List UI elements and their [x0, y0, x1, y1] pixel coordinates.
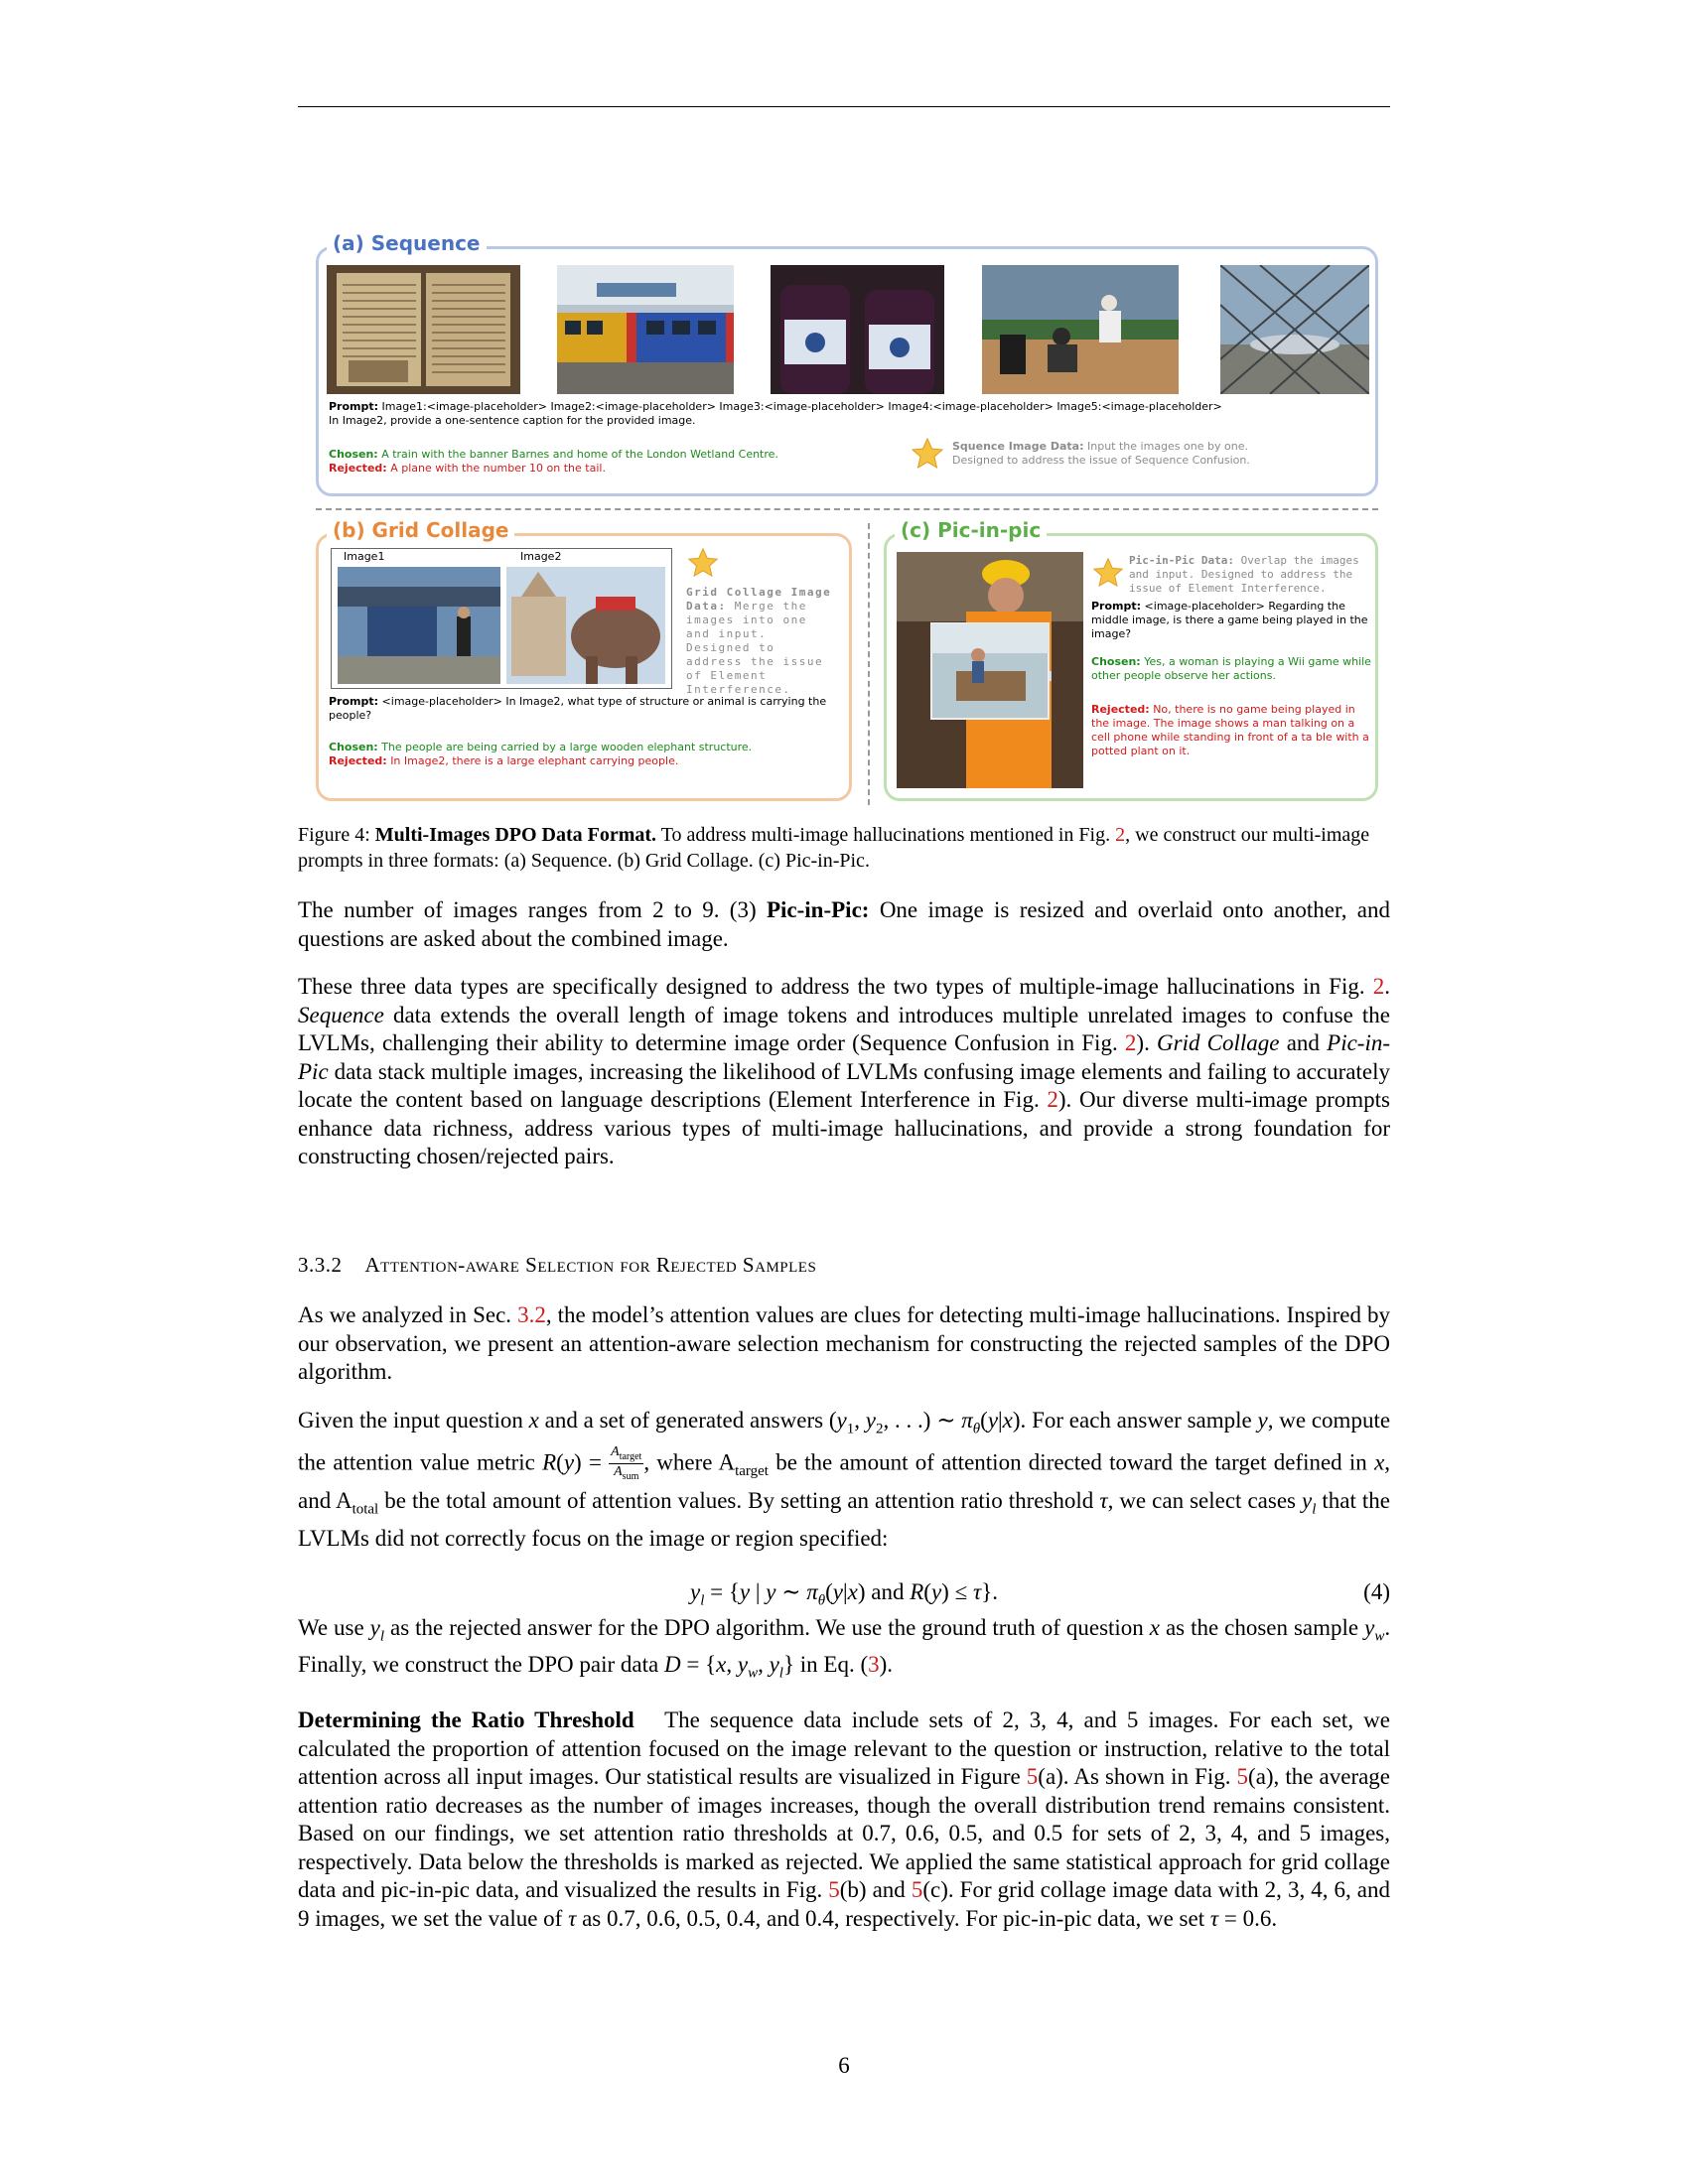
sequence-image-5-plane-fence — [1220, 265, 1369, 394]
paragraph-ratio-threshold: Determining the Ratio Threshold The sequence data include sets of 2, 3, 4, and 5 images. For each set, we calculated the proportion of attention focused on the image relevant to the question or instruction, relative to the total attention across all input images. Our statistical results are visualized in Figure 5(a). As shown in Fig. 5(a), the average attention ratio decreases as the number of images increases, though the overall distribution trend remains consistent. Based on our findings, we set attention ratio thresholds at 0.7, 0.6, 0.5, and 0.5 for sets of 2, 3, 4, and 5 images, respectively. Data below the thresholds is marked as rejected. We applied the same statistical approach for grid collage data and pic-in-pic data, and visualized the results in Fig. 5(b) and 5(c). For grid collage image data with 2, 3, 4, 6, and 9 images, we set the value of τ as 0.7, 0.6, 0.5, 0.4, and 0.4, respectively. For pic-in-pic data, we set τ = 0.6. — [298, 1707, 1391, 1931]
figure-divider-horizontal — [316, 508, 1378, 510]
equation-4 — [298, 1578, 1390, 1615]
pic-in-pic-image — [897, 552, 1083, 788]
grid-image-1-station — [338, 567, 500, 684]
paragraph-data-types: These three data types are specifically designed to address the two types of multiple-image hallucinations in Fig. 2. Sequence data extends the overall length of image tokens and introduces multiple unrelated images to confuse the LVLMs, challenging their ability to determine image order (Sequence Confusion in Fig. 2). Grid Collage and Pic-in-Pic data stack multiple images, increasing the likelihood of LVLMs confusing image elements and failing to accurately locate the content based on language descriptions (Element Interference in Fig. 2). Our diverse multi-image prompts enhance data richness, address various types of multi-image hallucinations, and provide a strong foundation for constructing chosen/rejected pairs. — [298, 974, 1391, 1168]
grid-image2-label: Image2 — [520, 550, 562, 563]
paragraph-attention-selection: As we analyzed in Sec. 3.2, the model’s attention values are clues for detecting multi-image hallucinations. Inspired by our observation, we present an attention-aware selection mechanism for constructing the rejected samples of the DPO algorithm. — [298, 1302, 1391, 1384]
grid-collage-prompt: Prompt: <image-placeholder> In Image2, what type of structure or animal is carrying the people? — [329, 695, 827, 722]
panel-sequence — [316, 231, 1378, 496]
section-title: Attention-aware Selection for Rejected Samples — [364, 1253, 817, 1277]
figure-caption: Figure 4: Multi-Images DPO Data Format. To address multi-image hallucinations mentioned in Fig. 2, we construct our multi-image prompts in three formats: (a) Sequence. (b) Grid Collage. (c) Pic-in-Pic. — [298, 824, 1370, 872]
figure-ref[interactable]: 5 — [828, 1877, 840, 1902]
pic-in-pic-prompt: Prompt: <image-placeholder> Regarding the middle image, is there a game being played in the image? — [1091, 600, 1368, 640]
caption-figure-ref[interactable]: 2 — [1115, 824, 1126, 846]
paragraph-dpo-pair: We use $y_l$ as the rejected answer for the DPO algorithm. We use the ground truth of question x as the chosen sample $y_w$. Finally, we construct the DPO pair data D = {x, $y_w$, $y_l$} in Eq. (3). — [298, 1615, 1391, 1682]
star-icon — [910, 436, 945, 472]
sequence-image-3-bottles — [771, 265, 944, 394]
panel-pic-in-pic — [884, 518, 1378, 801]
grid-image-2-elephant — [506, 567, 665, 684]
equation-number: (4) — [1363, 1579, 1390, 1604]
grid-collage-answers: Chosen: The people are being carried by a large wooden elephant structure. Rejected: In Image2, there is a large elephant carrying people. — [329, 741, 753, 767]
sequence-note: Squence Image Data: Input the images one by one. Designed to address the issue of Sequence Confusion. — [952, 440, 1250, 467]
grid-collage-note: Grid Collage Image Data: Merge the images into one and input. Designed to address the issue of Element Interference. — [686, 586, 832, 696]
paragraph-attention-metric: Given the input question x and a set of generated answers ($y_1$, $y_2$, . . .) ∼ $\pi_\theta(y|x)$. For each answer sample y, we compute the attention value metric R(y) = $A_{target}$ $A_{sum}$ , where $A_{target}$ be the amount of attention directed toward the target defined in x, and $A_{total}$ be the total amount of attention values. By setting an attention ratio threshold τ, we can select cases $y_l$ that the LVLMs did not correctly focus on the image or region specified: — [298, 1408, 1391, 1552]
figure-ref[interactable]: 2 — [1047, 1087, 1058, 1112]
figure-ref[interactable]: 5 — [1026, 1764, 1039, 1789]
figure-ref[interactable]: 2 — [1372, 974, 1385, 999]
grid-collage-image — [331, 548, 672, 689]
page-number: 6 — [838, 2053, 850, 2078]
figure-4 — [298, 231, 1390, 804]
equation-body: $y_l = \{y$ | y ∼ $\pi_\theta(y|x)$ and R(y) ≤ τ}. — [689, 1579, 998, 1609]
star-icon — [1091, 556, 1125, 590]
panel-grid-collage-title: (b) Grid Collage — [327, 518, 514, 542]
sequence-image-1-book — [327, 265, 520, 394]
section-number: 3.3.2 — [298, 1253, 343, 1277]
pic-in-pic-note: Pic-in-Pic Data: Overlap the images and input. Designed to address the issue of Element Interference. — [1129, 554, 1359, 595]
sequence-image-4-baseball — [982, 265, 1179, 394]
sequence-answers: Chosen: A train with the banner Barnes and home of the London Wetland Centre. Rejected: A plane with the number 10 on the tail. — [329, 448, 778, 475]
section-heading — [298, 1253, 1390, 1278]
grid-image1-label: Image1 — [344, 550, 385, 563]
panel-sequence-title: (a) Sequence — [327, 231, 487, 255]
sequence-prompt: Prompt: Image1:<image-placeholder> Image2:<image-placeholder> Image3:<image-placeholder> Image4:<image-placeholder> Image5:<image-placeholder> In Image2, provide a one-sentence caption for the provided image. — [329, 400, 1222, 427]
sequence-image-2-train — [557, 265, 734, 394]
header-rule — [298, 106, 1390, 107]
figure-ref[interactable]: 5 — [911, 1877, 923, 1902]
figure-ref[interactable]: 2 — [1124, 1030, 1137, 1055]
panel-grid-collage — [316, 518, 852, 801]
panel-pic-in-pic-title: (c) Pic-in-pic — [895, 518, 1047, 542]
pic-in-pic-chosen: Chosen: Yes, a woman is playing a Wii game while other people observe her actions. — [1091, 655, 1371, 682]
paragraph-pic-in-pic: The number of images ranges from 2 to 9. (3) Pic-in-Pic: One image is resized and overlaid onto another, and questions are asked about the combined image. — [298, 897, 1391, 951]
pic-in-pic-rejected: Rejected: No, there is no game being played in the image. The image shows a man talking on a cell phone while standing in front of a ta ble with a potted plant on it. — [1091, 703, 1369, 757]
equation-ref[interactable]: 3 — [868, 1652, 880, 1678]
section-ref[interactable]: 3.2 — [517, 1302, 546, 1327]
star-icon — [686, 546, 720, 580]
figure-ref[interactable]: 5 — [1236, 1764, 1249, 1789]
figure-divider-vertical — [868, 523, 870, 805]
